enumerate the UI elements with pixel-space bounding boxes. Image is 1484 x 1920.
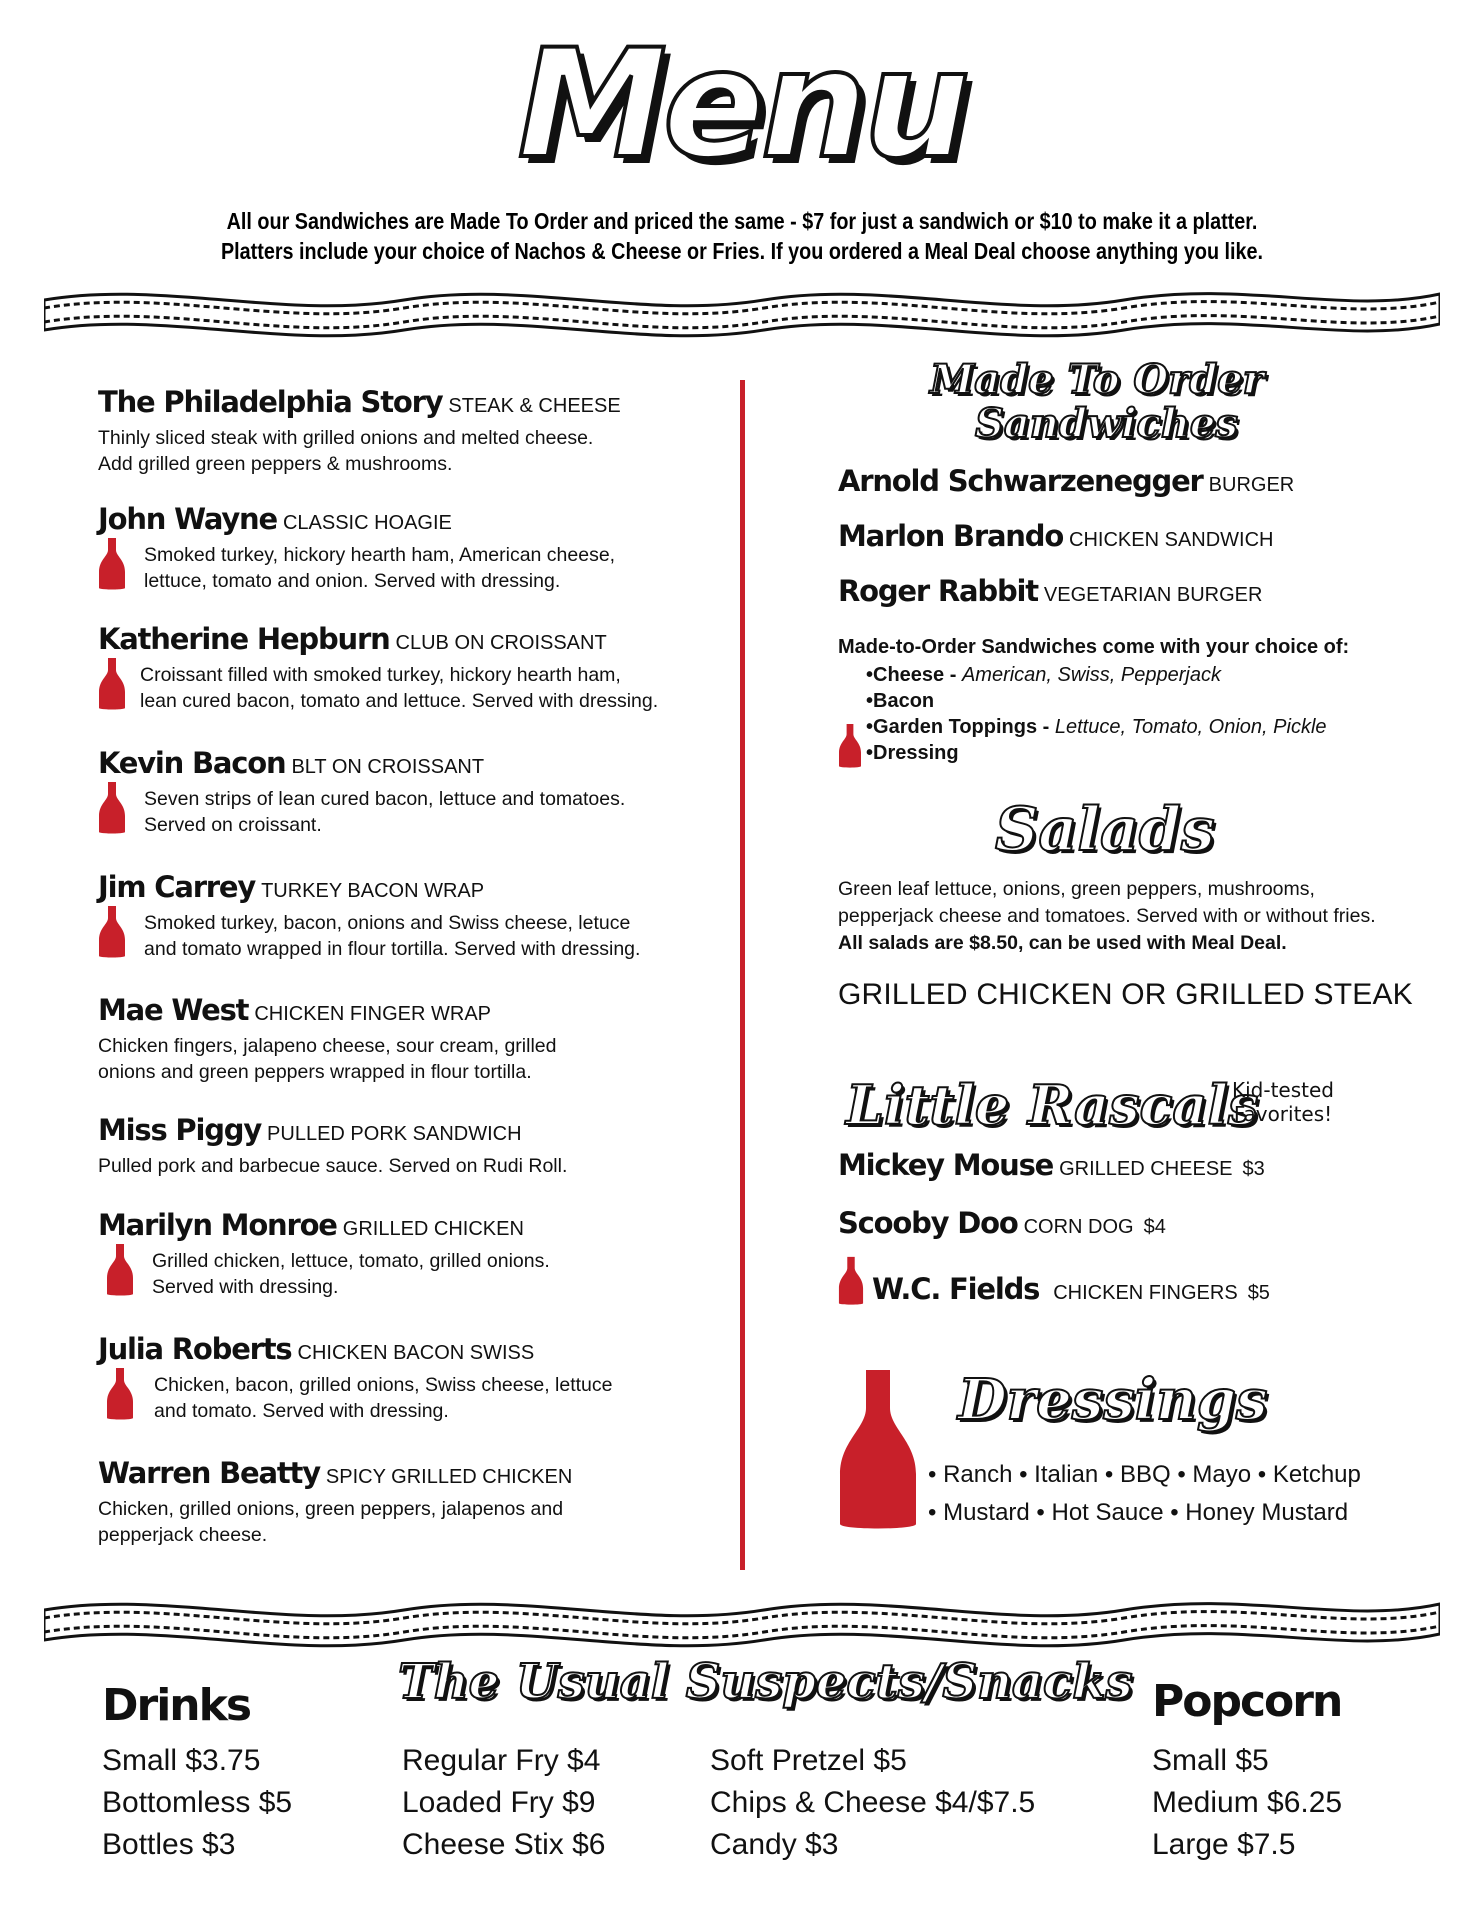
item-name: Jim Carrey <box>98 870 256 904</box>
item-type: GRILLED CHICKEN <box>342 1218 524 1240</box>
item-type: CLUB ON CROISSANT <box>395 632 607 654</box>
kids-item <box>838 1148 1265 1182</box>
item-type: CORN DOG <box>1023 1216 1134 1238</box>
kids-note-line-1: Kid-tested <box>1232 1078 1334 1102</box>
item-price: $4 <box>1143 1216 1166 1238</box>
ketchup-bottle-icon <box>838 1256 864 1306</box>
item-name: Mae West <box>98 993 249 1027</box>
dressing-line-1: • Ranch • Italian • BBQ • Mayo • Ketchup <box>928 1461 1361 1488</box>
mto-item <box>838 464 1294 498</box>
item-description: Smoked turkey, hickory hearth ham, American cheese, lettuce, tomato and onion. Served with dressing. <box>144 544 616 592</box>
snacks-heading: The Usual Suspects/Snacks <box>398 1654 1133 1710</box>
item-type: PULLED PORK SANDWICH <box>267 1123 522 1145</box>
fries-list <box>402 1740 605 1866</box>
item-description: Grilled chicken, lettuce, tomato, grilled onions. Served with dressing. <box>152 1250 550 1298</box>
large-ketchup-bottle-icon <box>838 1370 918 1530</box>
item-name: Marilyn Monroe <box>98 1208 337 1242</box>
item-name: Marlon Brando <box>838 519 1064 553</box>
ketchup-bottle-icon <box>98 658 126 710</box>
item-type: CHICKEN FINGERS <box>1053 1282 1238 1304</box>
item-name: W.C. Fields <box>872 1272 1040 1306</box>
item-name: Julia Roberts <box>98 1332 292 1366</box>
item-type: STEAK & CHEESE <box>448 395 621 417</box>
popcorn-heading: Popcorn <box>1152 1676 1342 1727</box>
snack-item: Large $7.5 <box>1152 1828 1296 1861</box>
salad-note: All salads are $8.50, can be used with Meal Deal. <box>838 932 1287 954</box>
item-type: CHICKEN SANDWICH <box>1069 529 1274 551</box>
item-name: Kevin Bacon <box>98 746 286 780</box>
item-price: $5 <box>1247 1282 1270 1304</box>
item-name: Miss Piggy <box>98 1113 262 1147</box>
item-name: John Wayne <box>98 502 277 536</box>
snack-item: Loaded Fry $9 <box>402 1786 596 1819</box>
dressing-line-2: • Mustard • Hot Sauce • Honey Mustard <box>928 1499 1349 1526</box>
salad-desc-text: Green leaf lettuce, onions, green peppers, mushrooms, pepperjack cheese and tomatoes. Served with or without fries. <box>838 878 1376 927</box>
item-description: Chicken fingers, jalapeno cheese, sour cream, grilled onions and green peppers wrapped in flour tortilla. <box>98 1035 557 1083</box>
item-name: Warren Beatty <box>98 1456 320 1490</box>
item-description: Smoked turkey, bacon, onions and Swiss cheese, letuce and tomato wrapped in flour tortilla. Served with dressing. <box>144 912 641 960</box>
choice-list <box>866 662 1327 766</box>
item-name: Katherine Hepburn <box>98 622 390 656</box>
item-name: Mickey Mouse <box>838 1148 1054 1182</box>
menu-item <box>98 622 718 714</box>
ketchup-bottle-icon <box>98 782 126 834</box>
item-type: BLT ON CROISSANT <box>291 756 485 778</box>
snack-item: Small $3.75 <box>102 1744 261 1777</box>
item-type: VEGETARIAN BURGER <box>1043 584 1263 606</box>
menu-title: Menu <box>517 18 967 192</box>
item-name: Roger Rabbit <box>838 574 1038 608</box>
intro-line-2: Platters include your choice of Nachos & Cheese or Fries. If you ordered a Meal Deal choose anything you like. <box>220 238 1264 264</box>
menu-item <box>98 502 718 594</box>
kids-item <box>838 1206 1166 1240</box>
item-type: BURGER <box>1208 474 1295 496</box>
item-description: Croissant filled with smoked turkey, hickory hearth ham, lean cured bacon, tomato and lettuce. Served with dressing. <box>140 664 659 712</box>
drinks-list <box>102 1740 292 1866</box>
item-type: TURKEY BACON WRAP <box>261 880 485 902</box>
mto-item <box>838 574 1262 608</box>
ketchup-bottle-icon <box>106 1244 134 1296</box>
item-type: GRILLED CHEESE <box>1059 1158 1233 1180</box>
salads-heading: Salads <box>995 795 1215 865</box>
snack-item: Cheese Stix $6 <box>402 1828 606 1861</box>
item-type: SPICY GRILLED CHICKEN <box>325 1466 573 1488</box>
menu-item <box>98 993 718 1085</box>
choice-item: • Dressing <box>866 740 1327 766</box>
snack-item: Medium $6.25 <box>1152 1786 1343 1819</box>
menu-item <box>98 385 718 477</box>
ketchup-bottle-icon <box>98 906 126 958</box>
salad-options: GRILLED CHICKEN OR GRILLED STEAK <box>838 978 1413 1011</box>
choice-item: • Garden Toppings - Lettuce, Tomato, Onion, Pickle <box>866 714 1327 740</box>
item-type: CHICKEN FINGER WRAP <box>254 1003 492 1025</box>
made-to-order-heading-1: Made To Order <box>930 356 1264 403</box>
snack-item: Regular Fry $4 <box>402 1744 601 1777</box>
column-divider <box>740 380 745 1570</box>
menu-item <box>98 870 718 962</box>
choice-item: • Bacon <box>866 688 1327 714</box>
item-description: Chicken, grilled onions, green peppers, jalapenos and pepperjack cheese. <box>98 1498 564 1546</box>
item-description: Pulled pork and barbecue sauce. Served on Rudi Roll. <box>98 1155 568 1177</box>
dressings-heading: Dressings <box>958 1367 1268 1433</box>
ketchup-bottle-icon <box>838 724 862 768</box>
snack-item: Bottomless $5 <box>102 1786 293 1819</box>
made-to-order-heading-2: Sandwiches <box>975 400 1238 447</box>
choice-intro: Made-to-Order Sandwiches come with your choice of: <box>838 636 1350 658</box>
kids-note-line-2: Favorites! <box>1233 1102 1333 1126</box>
film-strip-bottom <box>44 1590 1440 1662</box>
snack-item: Candy $3 <box>710 1828 839 1861</box>
kids-item <box>872 1272 1270 1306</box>
dressing-list <box>928 1456 1361 1532</box>
snack-item: Small $5 <box>1152 1744 1269 1777</box>
item-name: Scooby Doo <box>838 1206 1018 1240</box>
item-description: Thinly sliced steak with grilled onions and melted cheese. Add grilled green peppers & mushrooms. <box>98 427 594 475</box>
snack-item: Bottles $3 <box>102 1828 236 1861</box>
salad-description <box>838 876 1398 957</box>
other-snacks-list <box>710 1740 1035 1866</box>
film-strip-top <box>44 280 1440 352</box>
snack-item: Soft Pretzel $5 <box>710 1744 907 1777</box>
item-type: CHICKEN BACON SWISS <box>297 1342 535 1364</box>
ketchup-bottle-icon <box>106 1368 134 1420</box>
choice-item: • Cheese - American, Swiss, Pepperjack <box>866 662 1327 688</box>
item-description: Chicken, bacon, grilled onions, Swiss cheese, lettuce and tomato. Served with dressing. <box>154 1374 613 1422</box>
item-name: The Philadelphia Story <box>98 385 443 419</box>
kids-heading: Little Rascals <box>846 1073 1259 1137</box>
menu-item <box>98 746 718 838</box>
intro-line-1: All our Sandwiches are Made To Order and priced the same - $7 for just a sandwich or $10 to make it a platter. <box>226 208 1258 234</box>
snack-item: Chips & Cheese $4/$7.5 <box>710 1786 1036 1819</box>
menu-item <box>98 1113 718 1179</box>
menu-item <box>98 1208 718 1300</box>
item-description: Seven strips of lean cured bacon, lettuce and tomatoes. Served on croissant. <box>144 788 626 836</box>
kids-note <box>1232 1078 1334 1126</box>
popcorn-list <box>1152 1740 1342 1866</box>
mto-item <box>838 519 1274 553</box>
item-type: CLASSIC HOAGIE <box>282 512 452 534</box>
menu-item <box>98 1456 718 1548</box>
menu-item <box>98 1332 718 1424</box>
drinks-heading: Drinks <box>102 1680 251 1731</box>
ketchup-bottle-icon <box>98 538 126 590</box>
item-price: $3 <box>1242 1158 1265 1180</box>
item-name: Arnold Schwarzenegger <box>838 464 1203 498</box>
